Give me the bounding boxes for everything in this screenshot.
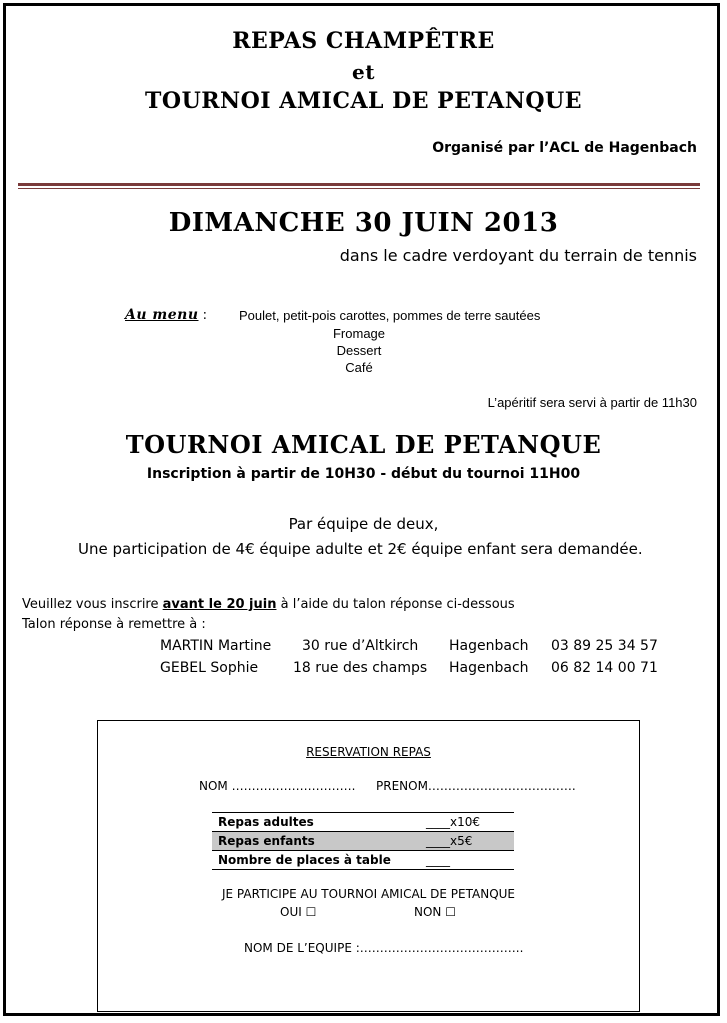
title-line-1: REPAS CHAMPÊTRE — [232, 28, 495, 54]
child-meal-quantity[interactable]: ____x5€ — [426, 834, 473, 848]
event-date: DIMANCHE 30 JUIN 2013 — [168, 208, 559, 238]
contact-phone: 06 82 14 00 71 — [551, 660, 658, 676]
form-title: RESERVATION REPAS — [306, 745, 431, 759]
contact-city: Hagenbach — [449, 638, 529, 654]
registration-intro — [22, 597, 515, 612]
meal-table — [212, 812, 514, 870]
intro-after: à l’aide du talon réponse ci-dessous — [276, 597, 515, 612]
aperitif: L’apéritif sera servi à partir de 11h30 — [487, 395, 697, 410]
intro-before: Veuillez vous inscrire — [22, 597, 163, 612]
seats-quantity[interactable]: ____ — [426, 853, 450, 867]
table-row — [212, 831, 514, 850]
contact-name: MARTIN Martine — [160, 638, 272, 654]
title-line-2: et — [352, 60, 375, 84]
row-label: Nombre de places à table — [218, 853, 391, 867]
table-row — [212, 812, 514, 831]
menu-item-cheese: Fromage — [332, 326, 386, 341]
non-checkbox[interactable]: NON ☐ — [414, 905, 456, 919]
prenom-field[interactable]: PRENOM………………………………. — [376, 779, 576, 793]
title-line-3: TOURNOI AMICAL DE PETANQUE — [145, 88, 582, 114]
remit-line: Talon réponse à remettre à : — [22, 617, 206, 632]
organizer: Organisé par l’ACL de Hagenbach — [432, 140, 697, 156]
contact-address: 18 rue des champs — [293, 660, 428, 676]
row-label: Repas adultes — [218, 815, 314, 829]
fee-line: Une participation de 4€ équipe adulte et 2€ équipe enfant sera demandée. — [78, 540, 643, 558]
menu-item-main: Poulet, petit-pois carottes, pommes de terre sautées — [239, 308, 541, 323]
adult-meal-quantity[interactable]: ____x10€ — [426, 815, 481, 829]
table-row — [212, 850, 514, 870]
menu-label: Au menu — [125, 307, 199, 323]
tournament-schedule: Inscription à partir de 10H30 - début du tournoi 11H00 — [146, 466, 581, 482]
team-line: Par équipe de deux, — [288, 515, 439, 533]
menu-item-dessert: Dessert — [336, 343, 382, 358]
contact-city: Hagenbach — [449, 660, 529, 676]
oui-checkbox[interactable]: OUI ☐ — [280, 905, 317, 919]
participation-line: JE PARTICIPE AU TOURNOI AMICAL DE PETANQUE — [221, 887, 515, 901]
intro-deadline: avant le 20 juin — [162, 597, 277, 612]
tournament-title: TOURNOI AMICAL DE PETANQUE — [125, 430, 602, 459]
contact-phone: 03 89 25 34 57 — [551, 638, 658, 654]
menu-heading — [125, 307, 207, 323]
divider-thick — [18, 183, 700, 186]
row-label: Repas enfants — [218, 834, 315, 848]
nom-field[interactable]: NOM …………………………. — [199, 779, 356, 793]
team-name-field[interactable]: NOM DE L’EQUIPE :………………………………….. — [244, 941, 524, 955]
menu-separator: : — [198, 308, 208, 323]
divider-thin — [18, 188, 700, 189]
menu-item-coffee: Café — [345, 360, 373, 375]
contact-address: 30 rue d’Altkirch — [302, 638, 419, 654]
event-location: dans le cadre verdoyant du terrain de tennis — [339, 246, 697, 265]
contact-name: GEBEL Sophie — [160, 660, 259, 676]
